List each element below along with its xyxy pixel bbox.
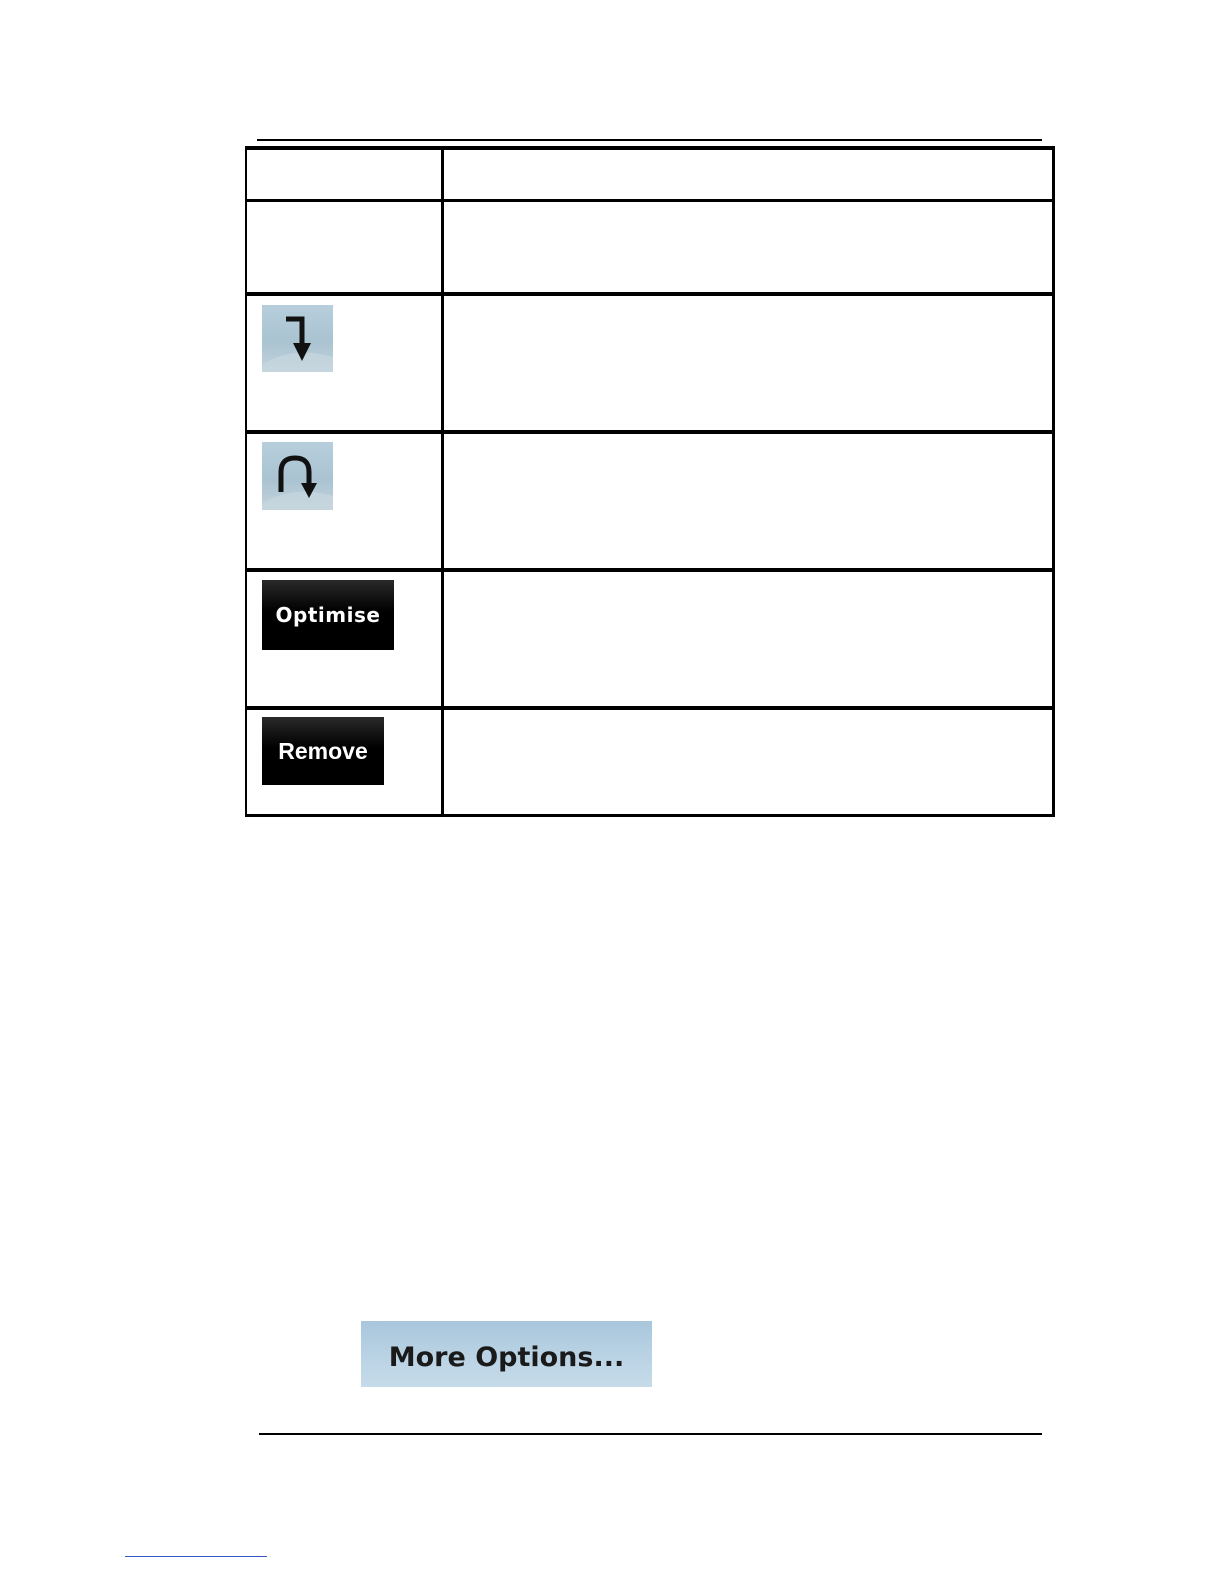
table-row bbox=[247, 202, 1052, 296]
table-row bbox=[247, 572, 1052, 710]
table-header-row bbox=[247, 150, 1052, 202]
header-rule bbox=[257, 139, 1042, 141]
table-header-cell-description bbox=[444, 150, 1052, 199]
remove-button[interactable] bbox=[262, 717, 384, 785]
footer-rule bbox=[259, 1433, 1042, 1435]
feature-table bbox=[245, 146, 1055, 817]
more-options-label: More Options... bbox=[388, 1341, 625, 1373]
table-row bbox=[247, 434, 1052, 572]
table-row bbox=[247, 296, 1052, 434]
optimise-button[interactable] bbox=[262, 580, 394, 650]
more-options-button[interactable] bbox=[361, 1321, 652, 1387]
table-header-cell-icon bbox=[247, 150, 441, 199]
table-row bbox=[247, 710, 1052, 814]
optimise-button-label: Optimise bbox=[275, 603, 381, 627]
u-turn-icon[interactable] bbox=[262, 442, 333, 510]
turn-down-icon[interactable] bbox=[262, 305, 333, 372]
footnote-rule bbox=[125, 1556, 267, 1557]
remove-button-label: Remove bbox=[278, 737, 368, 764]
